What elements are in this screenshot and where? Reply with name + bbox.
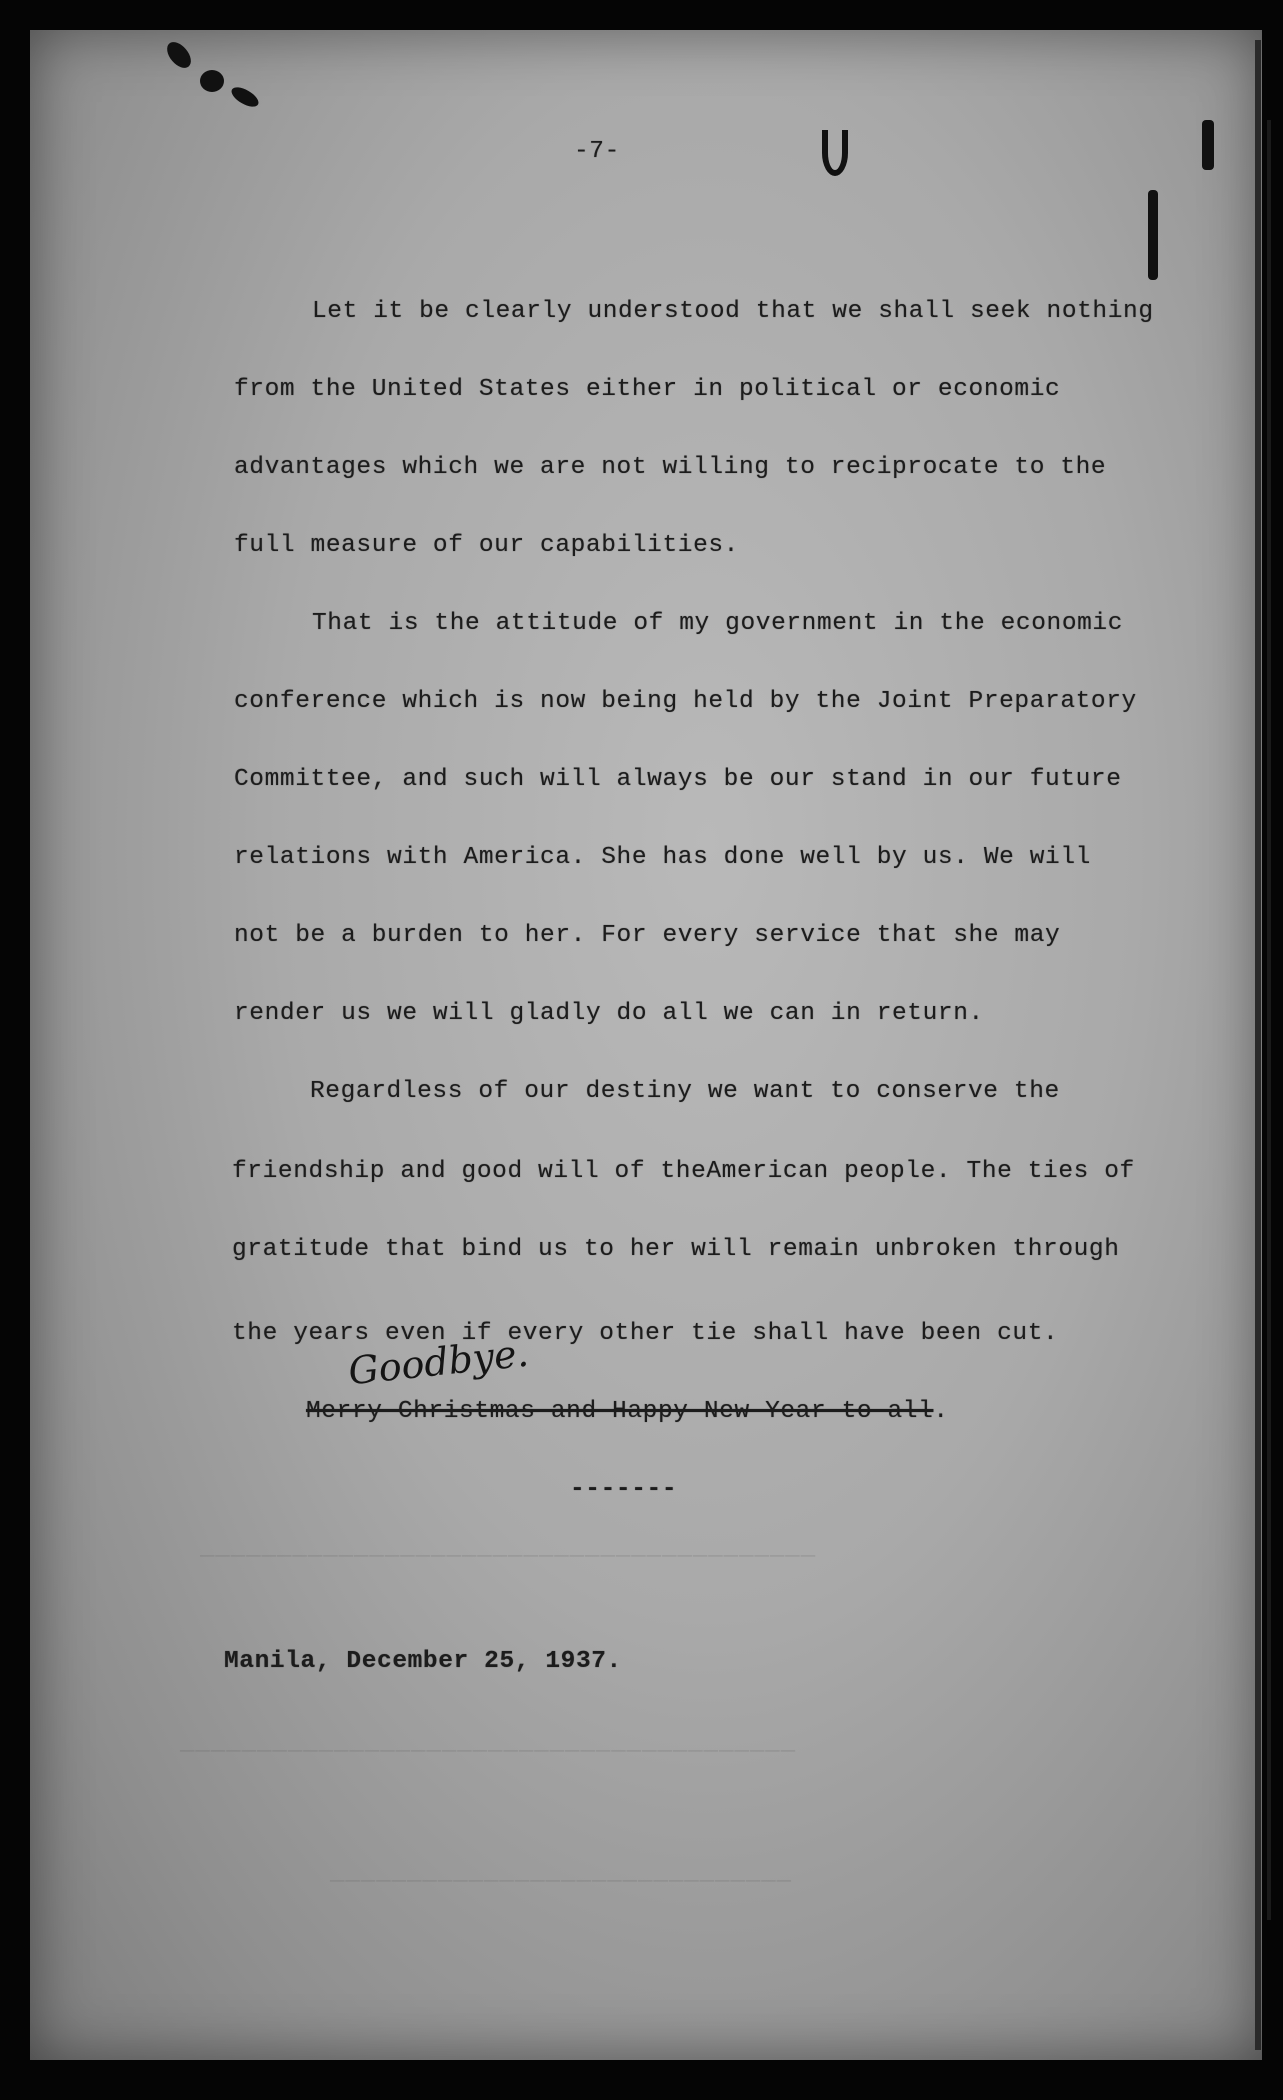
struck-trailing-period: . xyxy=(933,1398,949,1425)
paragraph-line: That is the attitude of my government in the economic xyxy=(312,610,1124,637)
bleed-through-text: ________________________________________ xyxy=(200,1535,817,1562)
paragraph-line: not be a burden to her. For every service that she may xyxy=(234,922,1061,949)
struck-closing-line xyxy=(306,1398,949,1425)
page-number: -7- xyxy=(574,138,620,165)
separator-dashes: ------- xyxy=(570,1476,678,1503)
page-edge xyxy=(1255,40,1261,2050)
paragraph-line: full measure of our capabilities. xyxy=(234,532,739,559)
paragraph-line: relations with America. She has done well by us. We will xyxy=(234,844,1091,871)
bleed-through-text: ______________________________ xyxy=(330,1860,793,1887)
paragraph-line: friendship and good will of theAmerican people. The ties of xyxy=(232,1158,1135,1185)
paragraph-line: from the United States either in political or economic xyxy=(234,376,1061,403)
ink-blot xyxy=(200,70,224,92)
paragraph-line: gratitude that bind us to her will remain unbroken through xyxy=(232,1236,1120,1263)
page-edge xyxy=(1267,120,1271,1920)
paragraph-line: conference which is now being held by the Joint Preparatory xyxy=(234,688,1137,715)
ink-blot xyxy=(1202,120,1214,170)
dateline: Manila, December 25, 1937. xyxy=(224,1648,622,1675)
paragraph-line: Let it be clearly understood that we shall seek nothing xyxy=(312,298,1154,325)
handwritten-goodbye: Goodbye. xyxy=(346,1330,531,1394)
ink-blot xyxy=(1148,190,1158,280)
paragraph-line: the years even if every other tie shall have been cut. xyxy=(232,1320,1059,1347)
paragraph-line: render us we will gladly do all we can in return. xyxy=(234,1000,984,1027)
paragraph-line: Regardless of our destiny we want to conserve the xyxy=(310,1078,1060,1105)
struck-text: Merry Christmas and Happy New Year to all xyxy=(306,1398,934,1425)
paragraph-line: advantages which we are not willing to reciprocate to the xyxy=(234,454,1107,481)
ink-blot xyxy=(822,130,848,176)
paragraph-line: Committee, and such will always be our stand in our future xyxy=(234,766,1122,793)
ink-blot xyxy=(229,83,262,110)
ink-blot xyxy=(162,38,195,73)
document-page xyxy=(30,30,1262,2060)
bleed-through-text: ________________________________________ xyxy=(180,1730,797,1757)
